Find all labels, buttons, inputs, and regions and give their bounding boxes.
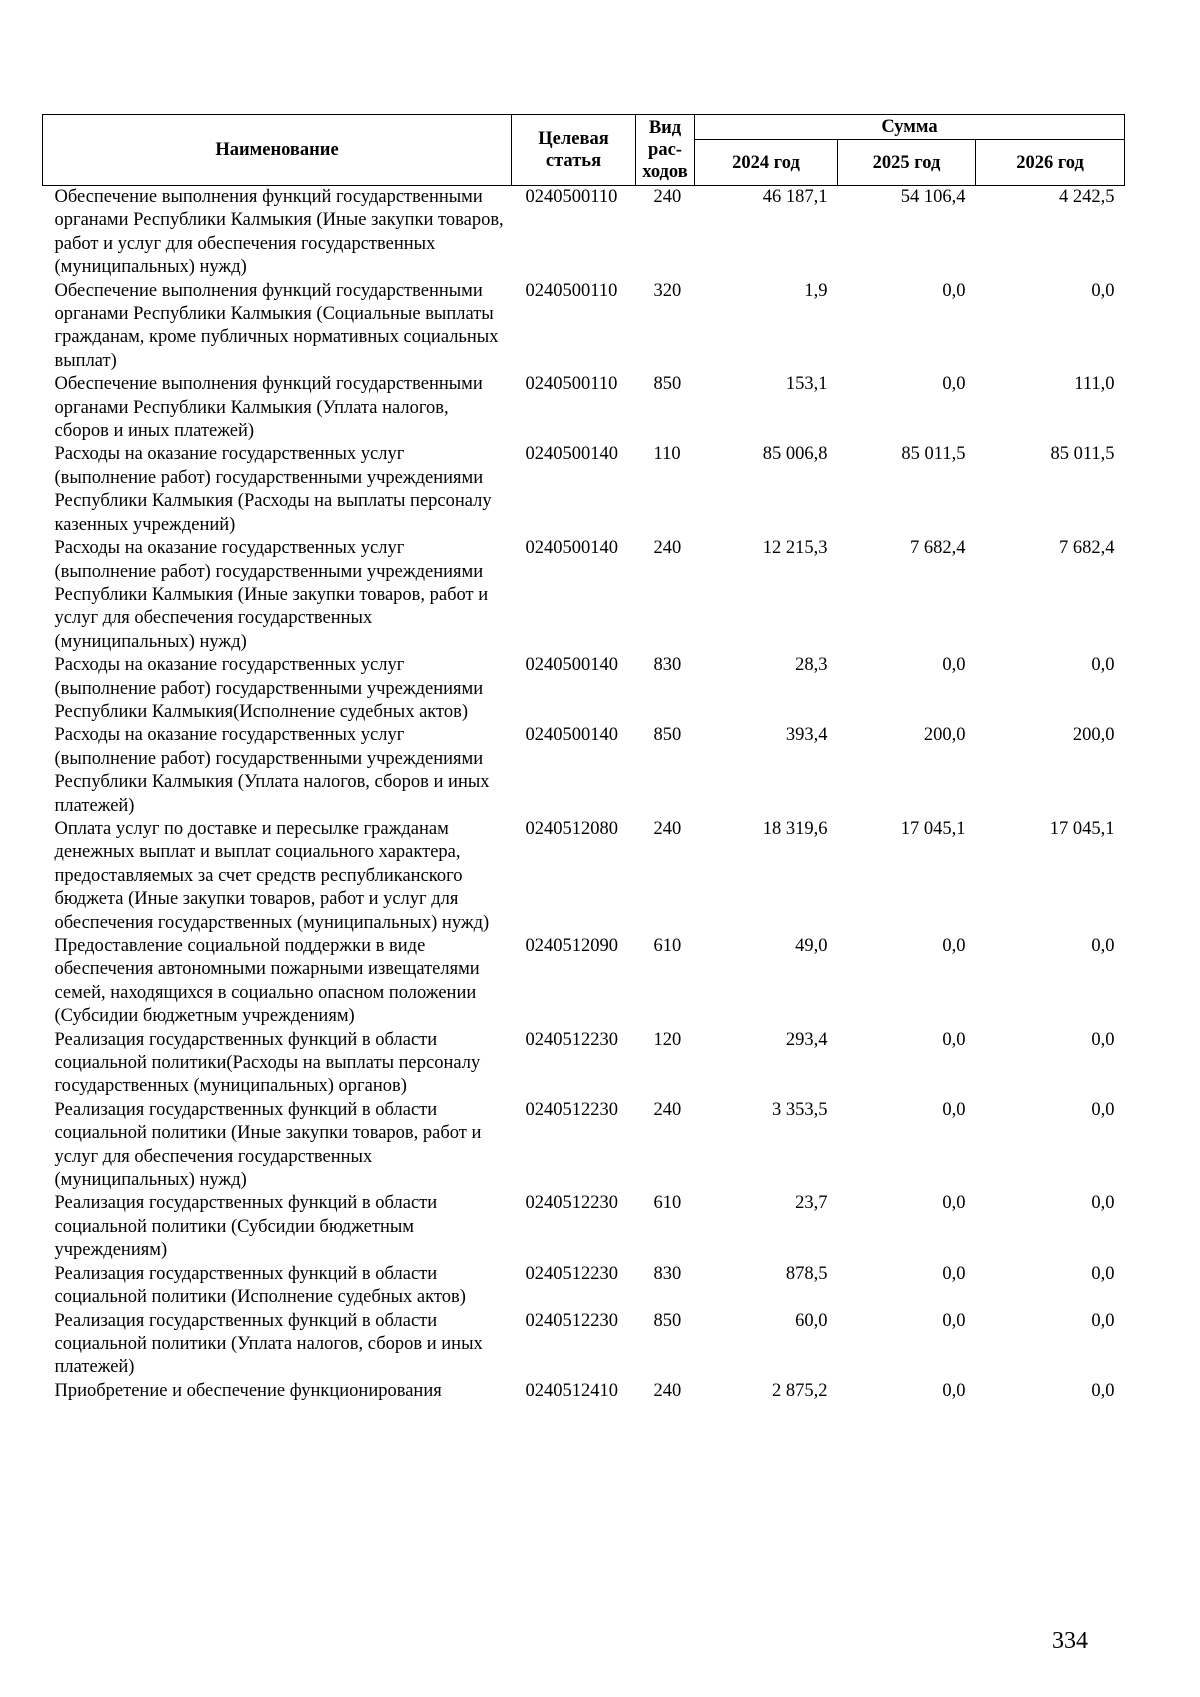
row-2026-cell: 111,0 bbox=[1074, 374, 1115, 395]
row-2025-cell: 0,0 bbox=[942, 374, 966, 395]
row-target-article-cell: 0240512230 bbox=[525, 1310, 618, 1331]
header-target-article: Целевая статья bbox=[512, 115, 636, 186]
row-2025-cell: 0,0 bbox=[942, 936, 966, 956]
row-name-cell: Обеспечение выполнения функций государственными органами Республики Калмыкия (Иные закупки товаров, работ и услуг для обеспечения государственных (муниципальных) нужд) bbox=[54, 187, 504, 278]
row-2024-cell: 878,5 bbox=[785, 1263, 828, 1284]
row-expense-type-cell: 610 bbox=[653, 1193, 682, 1214]
row-2026-cell: 4 242,5 bbox=[1059, 187, 1115, 207]
row-2026-cell: 0,0 bbox=[1091, 280, 1115, 301]
table-header bbox=[43, 115, 1125, 186]
row-expense-type-cell: 240 bbox=[653, 1380, 682, 1401]
header-year-2024: 2024 год bbox=[695, 140, 838, 186]
table-body bbox=[43, 186, 1125, 1404]
row-target-article-cell: 0240512230 bbox=[525, 1099, 618, 1120]
row-2024-cell: 293,4 bbox=[785, 1029, 828, 1050]
row-target-article-cell: 0240512230 bbox=[525, 1193, 618, 1214]
row-2024-cell: 23,7 bbox=[795, 1193, 828, 1214]
header-name: Наименование bbox=[43, 115, 512, 186]
row-2026-cell: 0,0 bbox=[1091, 1310, 1115, 1331]
row-2026-cell: 0,0 bbox=[1091, 655, 1115, 676]
row-2025-cell: 200,0 bbox=[923, 725, 966, 746]
row-expense-type-cell: 850 bbox=[653, 1310, 682, 1331]
row-target-article-cell: 0240512230 bbox=[525, 1263, 618, 1284]
row-2024-cell: 49,0 bbox=[795, 936, 828, 956]
row-2026-cell: 0,0 bbox=[1091, 1263, 1115, 1284]
table-row bbox=[43, 1380, 1125, 1403]
row-2024-cell: 60,0 bbox=[795, 1310, 828, 1331]
table-row bbox=[43, 280, 1125, 374]
row-2024-cell: 85 006,8 bbox=[762, 444, 828, 465]
row-target-article-cell: 0240500110 bbox=[525, 187, 618, 207]
header-sum: Сумма bbox=[695, 115, 1125, 140]
row-2024-cell: 18 319,6 bbox=[762, 818, 828, 839]
row-2024-cell: 3 353,5 bbox=[772, 1099, 828, 1120]
table-row bbox=[43, 654, 1125, 724]
row-2024-cell: 153,1 bbox=[785, 374, 828, 395]
table-row bbox=[43, 935, 1125, 1029]
row-2026-cell: 17 045,1 bbox=[1049, 818, 1115, 839]
table-row bbox=[43, 1263, 1125, 1310]
table-row bbox=[43, 1099, 1125, 1193]
row-2025-cell: 0,0 bbox=[942, 1029, 966, 1050]
row-2025-cell: 0,0 bbox=[942, 1310, 966, 1331]
row-2025-cell: 0,0 bbox=[942, 1263, 966, 1284]
row-name-cell: Обеспечение выполнения функций государственными органами Республики Калмыкия (Социальные выплаты гражданам, кроме публичных нормативных социальных выплат) bbox=[54, 280, 499, 371]
row-2025-cell: 0,0 bbox=[942, 1380, 966, 1401]
row-target-article-cell: 0240500140 bbox=[525, 538, 618, 559]
row-2025-cell: 0,0 bbox=[942, 280, 966, 301]
row-target-article-cell: 0240512080 bbox=[525, 818, 618, 839]
table-row bbox=[43, 724, 1125, 818]
row-2026-cell: 0,0 bbox=[1091, 1029, 1115, 1050]
row-expense-type-cell: 240 bbox=[653, 818, 682, 839]
row-expense-type-cell: 850 bbox=[653, 374, 682, 395]
table-row bbox=[43, 1310, 1125, 1380]
row-2024-cell: 28,3 bbox=[795, 655, 828, 676]
table-row bbox=[43, 818, 1125, 935]
row-expense-type-cell: 110 bbox=[653, 444, 681, 465]
row-expense-type-cell: 120 bbox=[653, 1029, 682, 1050]
row-name-cell: Реализация государственных функций в области социальной политики(Расходы на выплаты персоналу государственных (муниципальных) органов) bbox=[54, 1029, 481, 1097]
row-expense-type-cell: 240 bbox=[653, 538, 682, 559]
row-target-article-cell: 0240500140 bbox=[525, 725, 618, 746]
table-row bbox=[43, 373, 1125, 443]
row-expense-type-cell: 240 bbox=[653, 1099, 682, 1120]
table-row bbox=[43, 1029, 1125, 1099]
row-expense-type-cell: 240 bbox=[653, 187, 682, 207]
table-row bbox=[43, 537, 1125, 654]
row-expense-type-cell: 320 bbox=[653, 280, 682, 301]
row-name-cell: Расходы на оказание государственных услуг (выполнение работ) государственными учреждениями Республики Калмыкия (Уплата налогов, сборов и иных платежей) bbox=[54, 725, 490, 816]
row-name-cell: Реализация государственных функций в области социальной политики (Исполнение судебных актов) bbox=[54, 1263, 466, 1308]
row-target-article-cell: 0240500140 bbox=[525, 655, 618, 676]
row-name-cell: Расходы на оказание государственных услуг (выполнение работ) государственными учреждениями Республики Калмыкия (Иные закупки товаров, работ и услуг для обеспечения государственных (муниципальных) нужд) bbox=[54, 538, 489, 652]
row-expense-type-cell: 830 bbox=[653, 1263, 682, 1284]
row-name-cell: Реализация государственных функций в области социальной политики (Уплата налогов, сборов и иных платежей) bbox=[54, 1310, 483, 1378]
header-expense-type: Вид рас- ходов bbox=[636, 115, 695, 186]
row-2024-cell: 12 215,3 bbox=[762, 538, 828, 559]
row-name-cell: Реализация государственных функций в области социальной политики (Иные закупки товаров, работ и услуг для обеспечения государственных (муниципальных) нужд) bbox=[54, 1099, 482, 1191]
row-2026-cell: 0,0 bbox=[1091, 1193, 1115, 1214]
row-2025-cell: 85 011,5 bbox=[901, 444, 966, 465]
row-name-cell: Оплата услуг по доставке и пересылке гражданам денежных выплат и выплат социального характера, предоставляемых за счет средств республиканского бюджета (Иные закупки товаров, работ и услуг для обеспечения государственных (муниципальных) нужд) bbox=[54, 818, 490, 933]
row-2026-cell: 0,0 bbox=[1091, 1099, 1115, 1120]
row-name-cell: Расходы на оказание государственных услуг (выполнение работ) государственными учреждениями Республики Калмыкия (Расходы на выплаты персоналу казенных учреждений) bbox=[54, 444, 492, 535]
page-number: 334 bbox=[1052, 1628, 1088, 1654]
row-target-article-cell: 0240500110 bbox=[525, 280, 618, 301]
row-2026-cell: 0,0 bbox=[1091, 936, 1115, 956]
row-2024-cell: 393,4 bbox=[785, 725, 828, 746]
row-name-cell: Расходы на оказание государственных услуг (выполнение работ) государственными учреждениями Республики Калмыкия(Исполнение судебных актов) bbox=[54, 655, 484, 722]
row-2025-cell: 17 045,1 bbox=[900, 818, 966, 839]
row-expense-type-cell: 610 bbox=[653, 936, 682, 956]
row-2024-cell: 46 187,1 bbox=[762, 187, 828, 207]
row-2024-cell: 1,9 bbox=[804, 280, 828, 301]
table-row bbox=[43, 443, 1125, 537]
row-2024-cell: 2 875,2 bbox=[772, 1380, 828, 1401]
row-2026-cell: 0,0 bbox=[1091, 1380, 1115, 1401]
row-2025-cell: 54 106,4 bbox=[900, 187, 966, 207]
row-target-article-cell: 0240512230 bbox=[525, 1029, 618, 1050]
row-2025-cell: 0,0 bbox=[942, 1099, 966, 1120]
row-2025-cell: 7 682,4 bbox=[910, 538, 966, 559]
row-name-cell: Обеспечение выполнения функций государственными органами Республики Калмыкия (Уплата налогов, сборов и иных платежей) bbox=[54, 374, 483, 442]
row-2026-cell: 85 011,5 bbox=[1050, 444, 1115, 465]
row-target-article-cell: 0240512410 bbox=[525, 1380, 618, 1401]
header-year-2025: 2025 год bbox=[838, 140, 976, 186]
table-row bbox=[43, 1192, 1125, 1262]
table-row bbox=[43, 186, 1125, 280]
row-name-cell: Предоставление социальной поддержки в виде обеспечения автономными пожарными извещателями семей, находящихся в социально опасном положении (Субсидии бюджетным учреждениям) bbox=[54, 936, 480, 1027]
row-name-cell: Приобретение и обеспечение функционирования bbox=[54, 1380, 442, 1401]
header-year-2026: 2026 год bbox=[976, 140, 1125, 186]
budget-table bbox=[42, 114, 1125, 1403]
row-expense-type-cell: 830 bbox=[653, 655, 682, 676]
row-2026-cell: 7 682,4 bbox=[1059, 538, 1115, 559]
row-target-article-cell: 0240512090 bbox=[525, 936, 618, 956]
row-2025-cell: 0,0 bbox=[942, 1193, 966, 1214]
row-2025-cell: 0,0 bbox=[942, 655, 966, 676]
row-name-cell: Реализация государственных функций в области социальной политики (Субсидии бюджетным учреждениям) bbox=[54, 1193, 438, 1261]
row-2026-cell: 200,0 bbox=[1072, 725, 1115, 746]
row-target-article-cell: 0240500140 bbox=[525, 444, 618, 465]
row-expense-type-cell: 850 bbox=[653, 725, 682, 746]
row-target-article-cell: 0240500110 bbox=[525, 374, 618, 395]
